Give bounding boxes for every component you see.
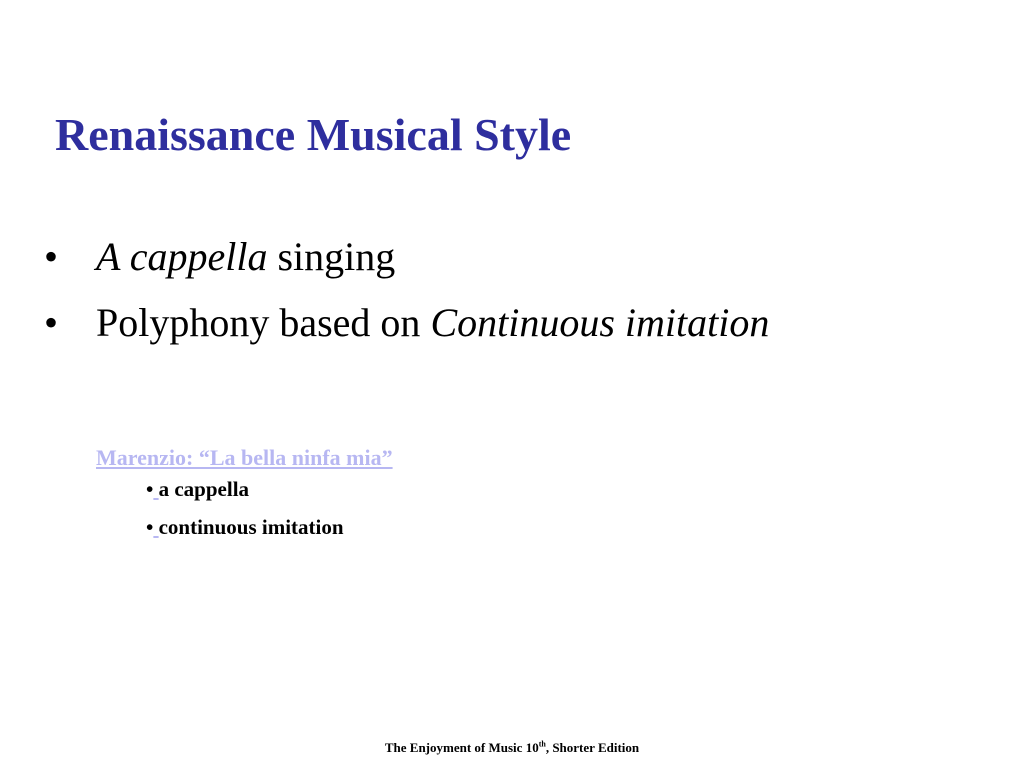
listening-note-item	[146, 514, 344, 552]
bullet-italic-term: Continuous imitation	[430, 300, 770, 345]
footer-text: The Enjoyment of Music 10	[384, 740, 539, 755]
bullet-list	[44, 232, 769, 364]
bullet-text	[96, 298, 769, 347]
marenzio-audio-link[interactable]: Marenzio: “La bella ninfa mia”	[96, 445, 393, 470]
bullet-marker: •	[44, 300, 59, 345]
bullet-item-polyphony	[44, 298, 769, 364]
slide-footer	[0, 739, 1024, 757]
note-marker: •	[146, 515, 154, 539]
listening-note-item	[146, 476, 344, 514]
footer-edition: , Shorter Edition	[545, 740, 640, 755]
footer-superscript: th	[538, 739, 546, 749]
bullet-italic-term: A cappella	[96, 234, 268, 279]
note-text: a cappella	[158, 477, 250, 501]
note-text: continuous imitation	[158, 515, 344, 539]
listening-notes-list	[146, 476, 344, 552]
slide-title: Renaissance Musical Style	[55, 109, 572, 160]
note-marker: •	[146, 477, 154, 501]
bullet-marker: •	[44, 234, 59, 279]
bullet-plain-text: Polyphony based on	[96, 300, 431, 345]
bullet-text	[96, 232, 395, 281]
bullet-item-a-cappella	[44, 232, 769, 298]
bullet-plain-text: singing	[267, 234, 396, 279]
